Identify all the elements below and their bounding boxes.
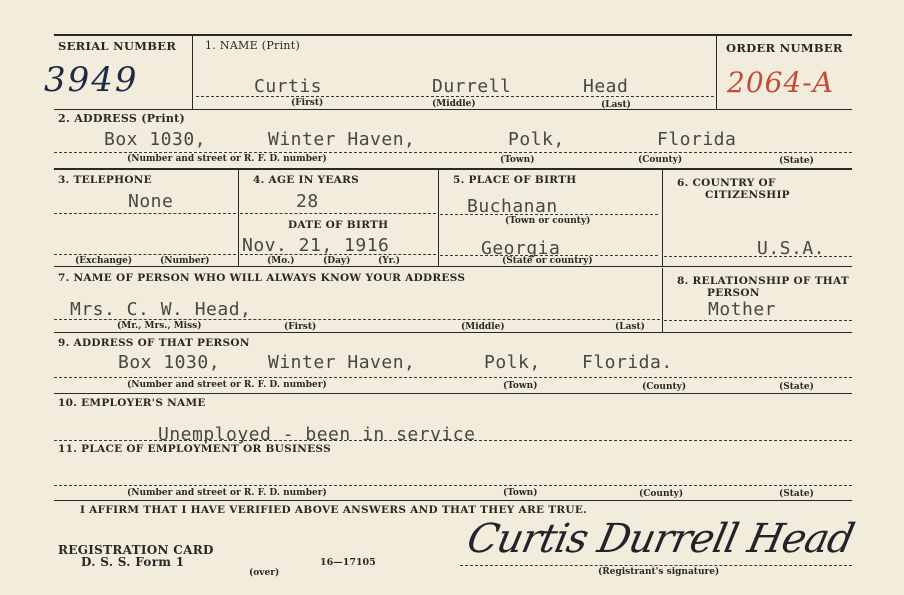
employment-state-caption: (State) [779,489,814,499]
row7-bottom [54,500,852,501]
middle-caption: (Middle) [432,99,476,109]
registrant-signature: Curtis Durrell Head [463,516,858,562]
mo-caption: (Mo.) [267,256,295,266]
employer-value: Unemployed - been in service [158,424,476,445]
contact-middle-caption: (Middle) [461,322,505,332]
contact-address-label: 9. ADDRESS OF THAT PERSON [58,337,250,349]
relationship-divider [662,268,663,332]
row1-bottom [54,109,852,110]
last-caption: (Last) [601,100,631,110]
contact-address-street: Box 1030, [118,352,221,373]
serial-number-label: SERIAL NUMBER [58,39,177,53]
employment-town-caption: (Town) [503,488,538,498]
address-county: Polk, [508,129,565,150]
affirmation-text: I AFFIRM THAT I HAVE VERIFIED ABOVE ANSWERS AND THAT THEY ARE TRUE. [80,504,588,516]
card-title: REGISTRATION CARD [58,543,214,557]
address-street-caption: (Number and street or R. F. D. number) [127,154,327,164]
age-divider [238,170,239,266]
contact-last-caption: (Last) [615,322,645,332]
employer-label: 10. EMPLOYER'S NAME [58,397,206,409]
address-state-caption: (State) [779,156,814,166]
last-name: Head [583,76,629,97]
contact-address-line [54,377,852,378]
citizenship-label-1: 6. COUNTRY OF [677,177,776,189]
serial-divider [192,36,193,110]
first-caption: (First) [291,98,324,108]
contact-address-town: Winter Haven, [268,352,416,373]
dob-line [240,254,436,255]
address-street: Box 1030, [104,129,207,150]
employment-street-caption: (Number and street or R. F. D. number) [127,488,327,498]
dob-value: Nov. 21, 1916 [242,235,390,256]
telephone-value: None [128,191,174,212]
contact-address-county: Polk, [484,352,541,373]
name-label: 1. NAME (Print) [205,39,301,52]
row4-bottom [54,332,852,333]
birth-divider [438,170,439,266]
birth-state-caption: (State or country) [502,256,593,266]
citizenship-line [664,256,852,257]
telephone-label: 3. TELEPHONE [58,174,152,186]
birth-state: Georgia [481,238,561,259]
age-value: 28 [296,191,319,212]
employer-line [54,440,852,441]
contact-address-state-caption: (State) [779,382,814,392]
contact-first-caption: (First) [284,322,317,332]
address-county-caption: (County) [638,155,683,165]
address-town-caption: (Town) [500,155,535,165]
contact-title-caption: (Mr., Mrs., Miss) [117,321,202,331]
employment-line [54,485,852,486]
number-caption: (Number) [160,256,210,266]
dob-label: DATE OF BIRTH [288,219,389,231]
birth-town-line [440,214,658,215]
order-number-value: 2064-A [727,66,834,99]
age-line [240,213,436,214]
address-line [54,152,852,153]
form-name: D. S. S. Form 1 [81,555,185,569]
telephone-line-2 [54,254,236,255]
relationship-label-1: 8. RELATIONSHIP OF THAT [677,275,850,287]
yr-caption: (Yr.) [378,256,400,266]
order-number-label: ORDER NUMBER [726,41,843,55]
birth-label: 5. PLACE OF BIRTH [453,174,577,186]
birth-town-caption: (Town or county) [505,216,591,226]
citizenship-value: U.S.A. [757,238,826,259]
contact-address-county-caption: (County) [642,382,687,392]
citizenship-label-2: CITIZENSHIP [705,189,790,201]
over-note: (over) [249,568,280,578]
address-state: Florida [657,129,737,150]
address-town: Winter Haven, [268,129,416,150]
serial-number-value: 3949 [44,60,139,100]
print-code: 16—17105 [320,557,376,568]
relationship-value: Mother [708,299,777,320]
name-line [196,96,714,97]
relationship-label-2: PERSON [707,287,760,299]
contact-address-state: Florida. [582,352,673,373]
citizenship-divider [662,170,663,266]
employment-county-caption: (County) [639,489,684,499]
top-border [54,34,852,36]
row2-bottom [54,168,852,170]
contact-line [54,319,660,320]
signature-line [460,565,852,566]
contact-address-street-caption: (Number and street or R. F. D. number) [127,380,327,390]
contact-label: 7. NAME OF PERSON WHO WILL ALWAYS KNOW YOUR ADDRESS [58,272,466,284]
birth-town: Buchanan [467,196,558,217]
contact-address-town-caption: (Town) [503,381,538,391]
contact-value: Mrs. C. W. Head, [70,299,252,320]
age-label: 4. AGE IN YEARS [253,174,360,186]
exchange-caption: (Exchange) [75,256,133,266]
telephone-line [54,213,236,214]
day-caption: (Day) [323,256,351,266]
employment-label: 11. PLACE OF EMPLOYMENT OR BUSINESS [58,443,331,455]
address-label: 2. ADDRESS (Print) [58,112,186,125]
row5-bottom [54,393,852,394]
relationship-line [664,320,852,321]
middle-name: Durrell [432,76,512,97]
row3-bottom [54,266,852,267]
signature-caption: (Registrant's signature) [598,567,720,577]
first-name: Curtis [254,76,323,97]
order-divider [716,36,717,110]
